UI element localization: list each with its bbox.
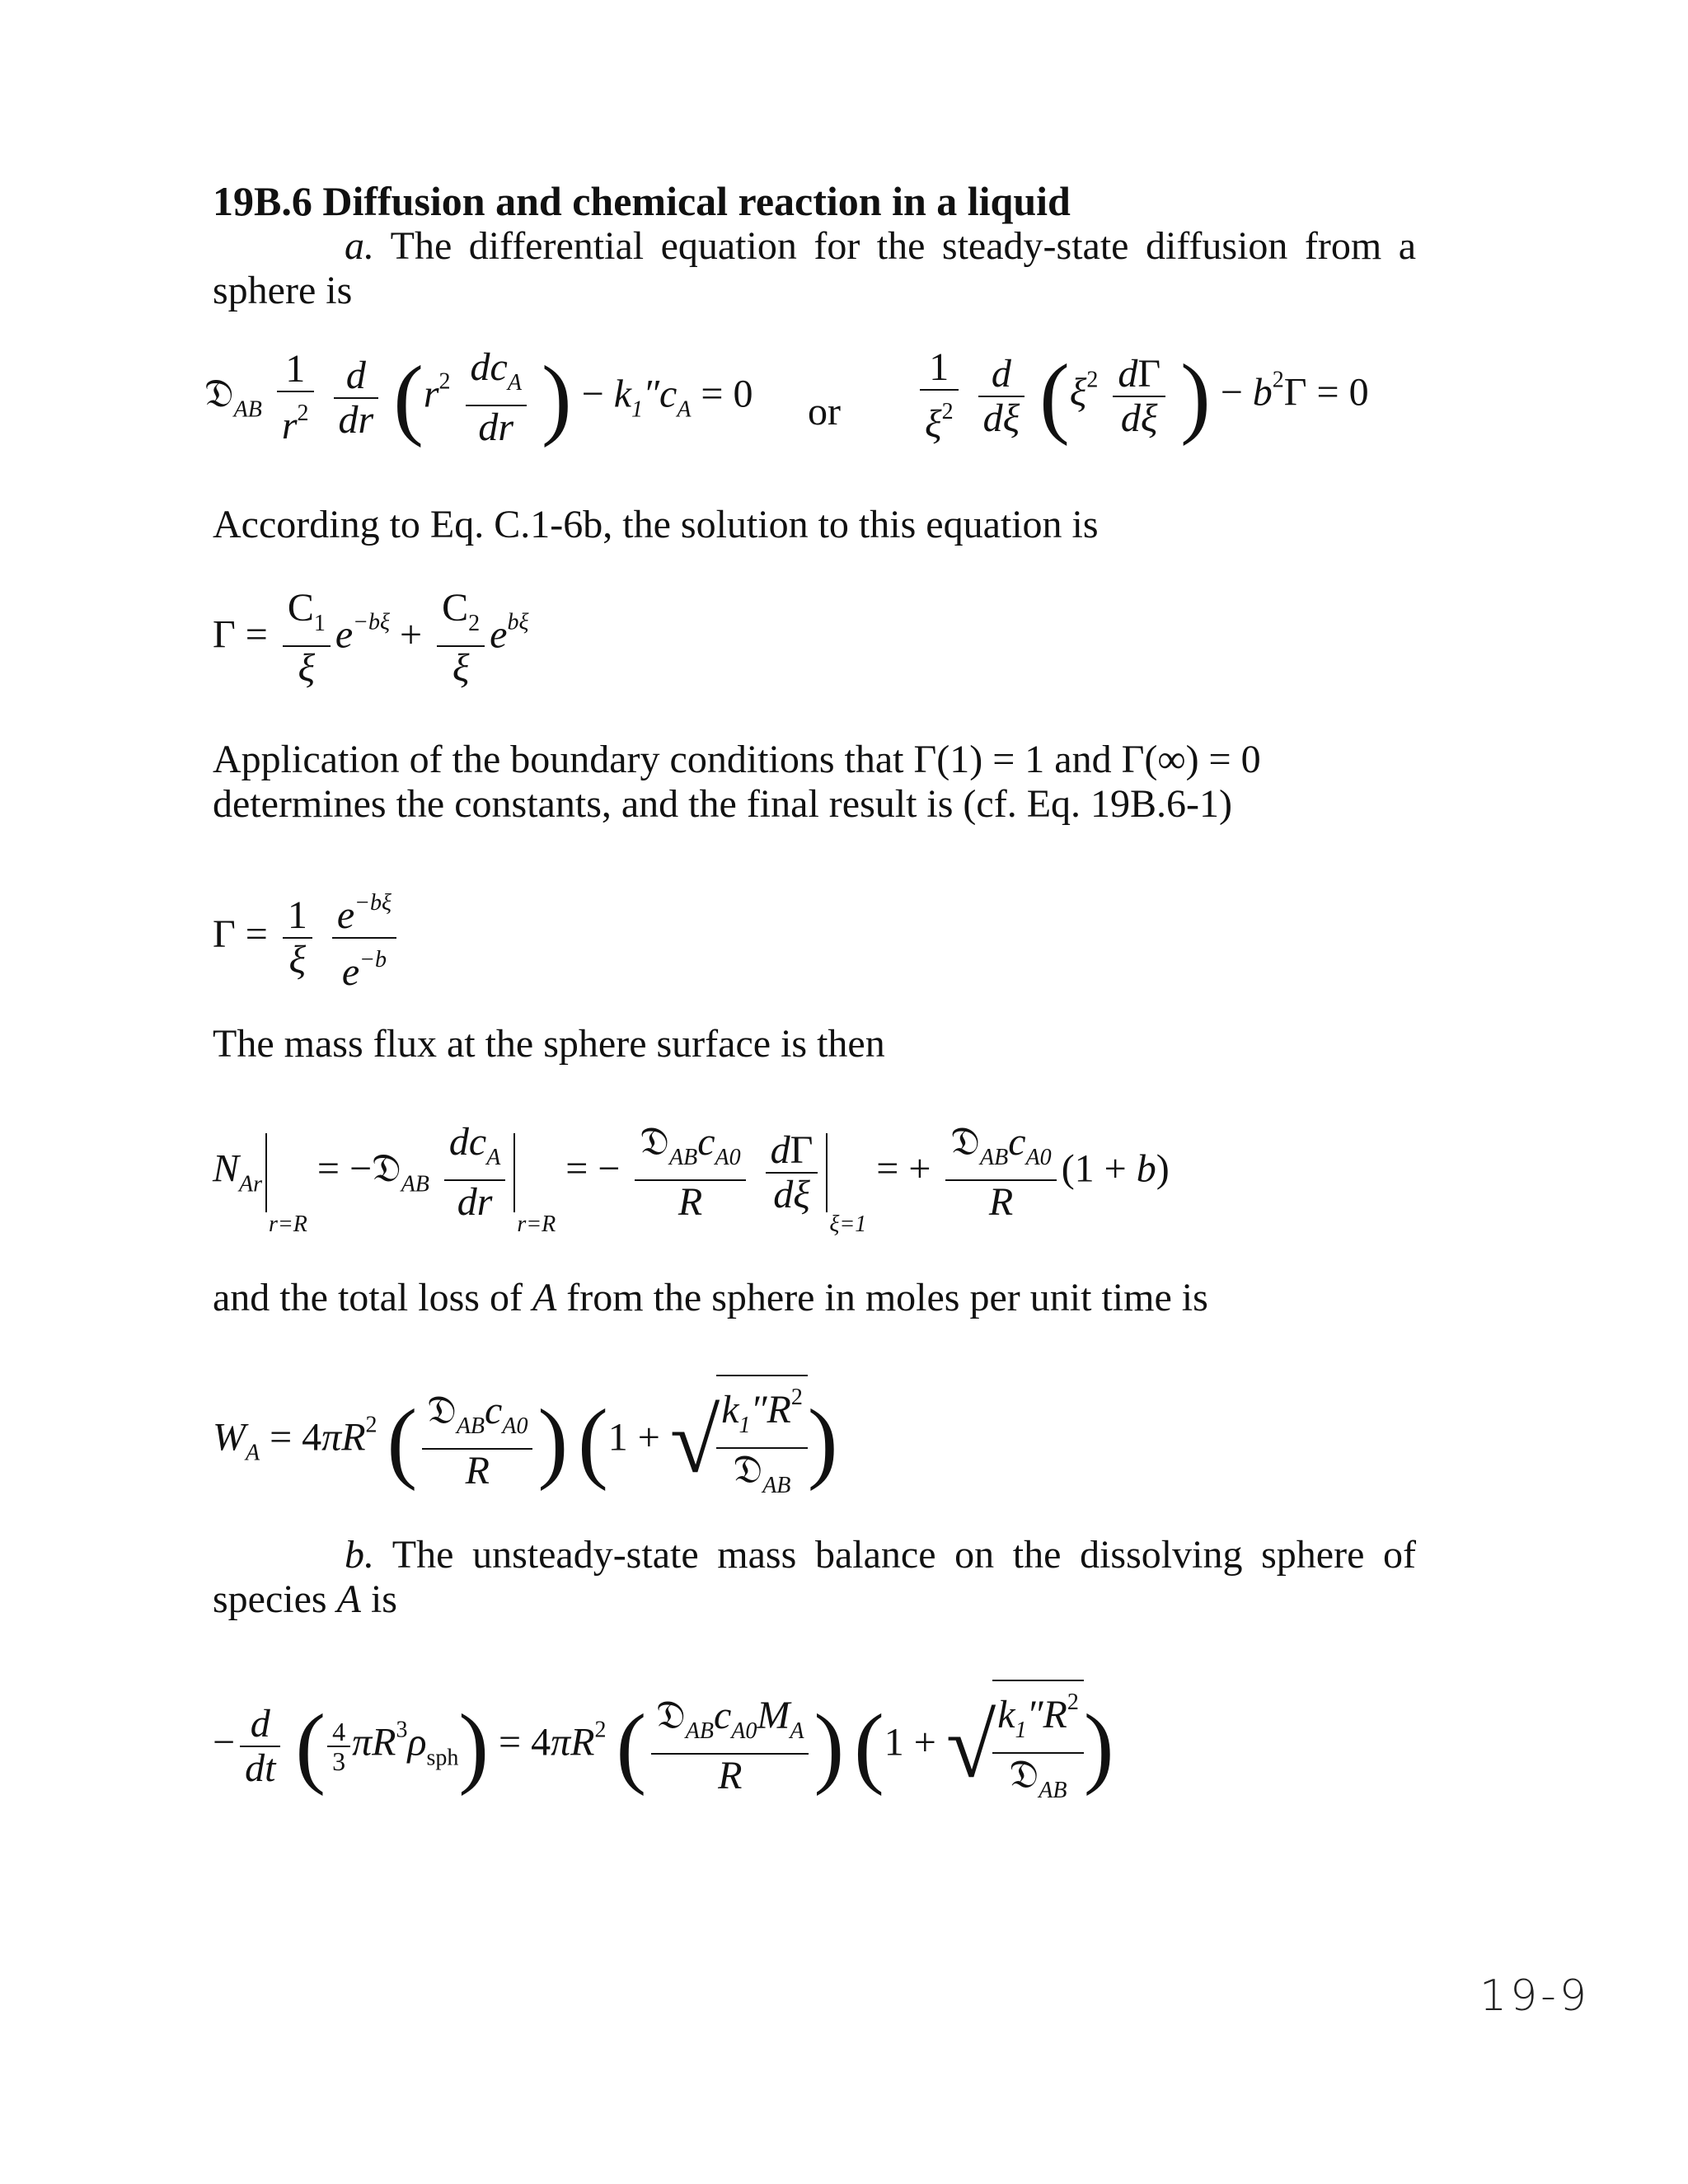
paragraph-b xyxy=(213,1533,1416,1622)
paragraph-b-text: The unsteady-state mass balance on the dissolving sphere of species xyxy=(213,1533,1417,1621)
equation-final-result: Γ = $\frac{1}{\xi}$ $\frac{e^{-b\xi}}{e^{-b}}$ xyxy=(213,882,401,994)
species-symbol: A xyxy=(532,1276,557,1319)
page-number: 19-9 xyxy=(1479,1971,1591,2021)
equation-mass-flux: $N_{Ar}r=R$ = −𝔇$_{AB}$ $\frac{dc_A}{dr}$ r=R = − $\frac{𝔇_{AB}c_{A0}}{R}$ $\frac{d\Gamma}{d\xi}$ ξ=1 = + $\frac{𝔇_{AB}c_{A0}}{R}$ (1 + b) xyxy=(213,1120,1170,1237)
paragraph-a xyxy=(213,224,1416,313)
section-heading: 19B.6 Diffusion and chemical reaction in a liquid xyxy=(213,178,1071,224)
paragraph-total-loss-text-2: from the sphere in moles per unit time is xyxy=(566,1276,1208,1319)
equation-dimensionless-ode: $\frac{1}{\xi^2}$ $\frac{d}{d\xi}$ ($\xi^2$ $\frac{d\Gamma}{d\xi}$ ) − $b^2\Gamma = 0$ xyxy=(915,346,1369,446)
equation-or: or xyxy=(808,390,841,434)
paragraph-b-lead: b. xyxy=(345,1533,374,1577)
paragraph-a-lead: a. xyxy=(345,224,374,268)
paragraph-solution: According to Eq. C.1-6b, the solution to this equation is xyxy=(213,503,1099,546)
paragraph-flux: The mass flux at the sphere surface is then xyxy=(213,1022,885,1066)
boundary-condition-2: Γ(∞) = 0 xyxy=(1121,738,1261,781)
equation-diffusion-ode: 𝔇$_{AB}$ $\frac{1}{r^2}$ $\frac{d}{dr}$ ($r^2$ $\frac{dc_A}{dr}$ ) − $k_1''c_A = 0$ xyxy=(204,345,753,449)
equation-total-loss: $W_A = 4\pi R^2$ ( $\frac{𝔇_{AB}c_{A0}}{R}$ ) (1 + √ $\frac{k_1''R^2}{𝔇_{AB}}$ ) xyxy=(213,1375,837,1507)
paragraph-b-species: A xyxy=(336,1577,361,1621)
boundary-condition-1: Γ(1) = 1 xyxy=(913,738,1045,781)
paragraph-total-loss xyxy=(213,1276,1416,1320)
paragraph-boundary-text-1: Application of the boundary conditions that xyxy=(213,738,904,781)
paragraph-boundary-and: and xyxy=(1054,738,1112,781)
paragraph-a-text: The differential equation for the steady-state diffusion from a sphere is xyxy=(213,224,1416,312)
paragraph-b-is: is xyxy=(370,1577,397,1621)
equation-unsteady-balance: − $\frac{d}{dt}$ ( $\frac{4}{3}$ $\pi R^3\rho_{sph}) = 4\pi R^2$ ( $\frac{𝔇_{AB}c_{A0}M_A}{R}$ ) (1 + √ $\frac{k_1''R^2}{𝔇_{AB}}$ ) xyxy=(213,1680,1114,1812)
equation-general-solution: Γ = $\frac{C_1}{\xi}$ $e^{-b\xi}$ + $\frac{C_2}{\xi}$ $e^{b\xi}$ xyxy=(213,586,529,690)
paragraph-boundary xyxy=(213,738,1416,827)
paragraph-boundary-text-2: determines the constants, and the final result is (cf. Eq. 19B.6-1) xyxy=(213,782,1233,826)
paragraph-total-loss-text-1: and the total loss of xyxy=(213,1276,523,1319)
